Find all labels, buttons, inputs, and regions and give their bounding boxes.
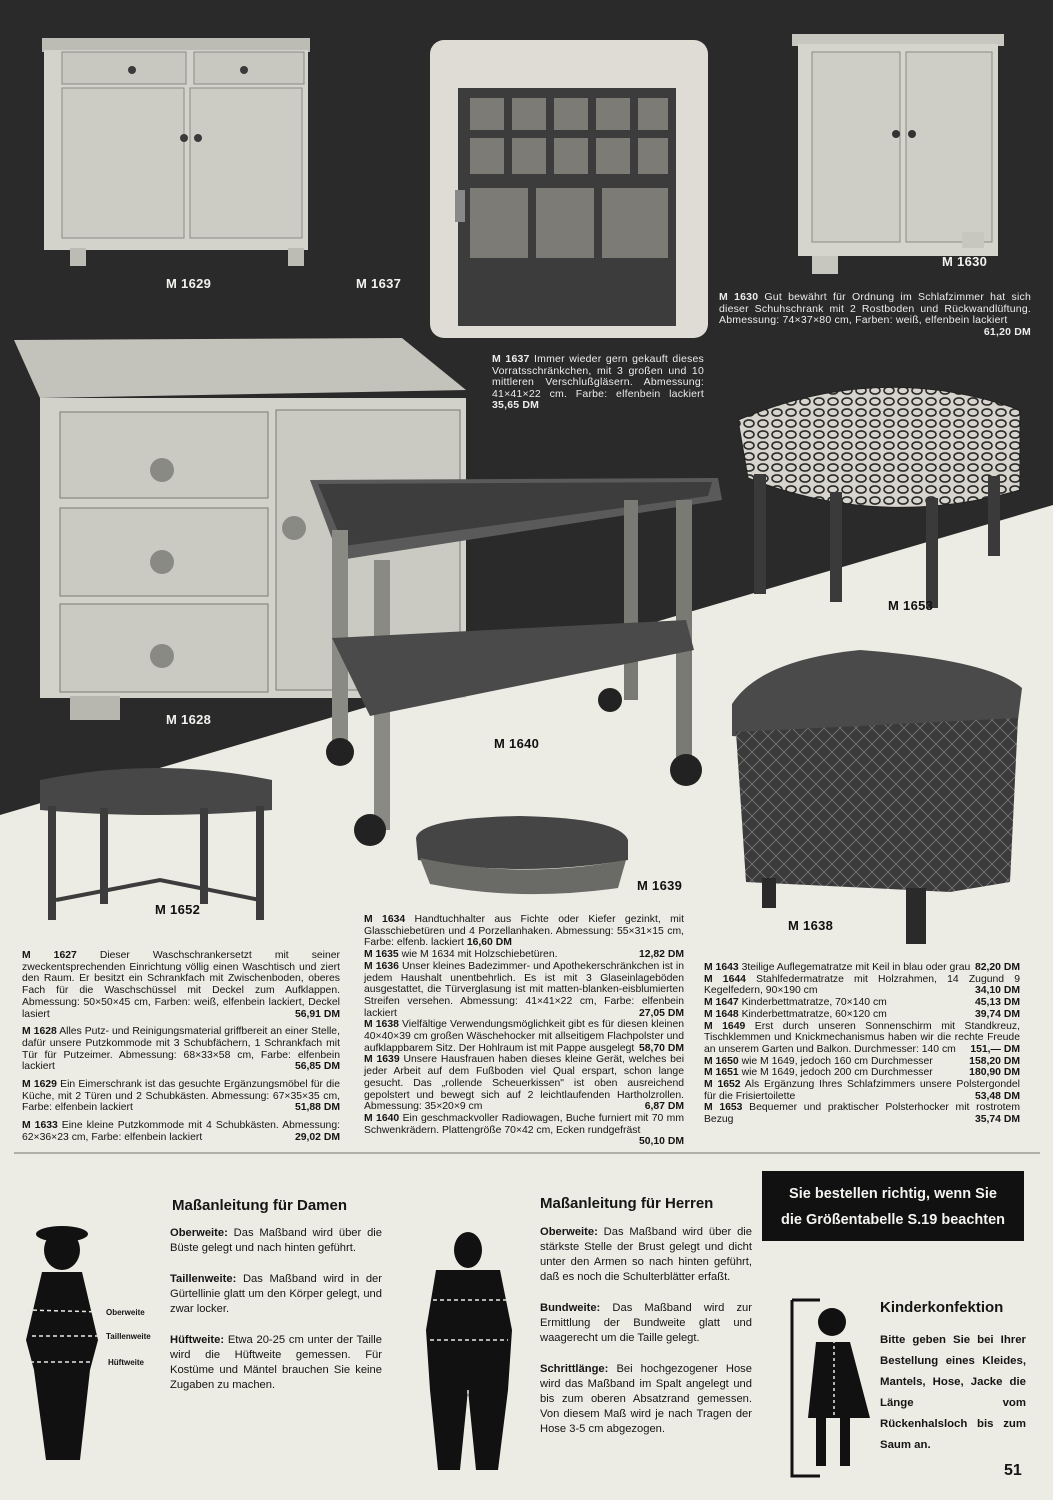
- entry-m1633: M 1633 Eine kleine Putzkommode mit 4 Schubkästen. Abmessung: 62×36×23 cm, Farbe: elfenbein lackiert 29,02 DM: [22, 1120, 340, 1143]
- cushion-m1639-illustration: [416, 816, 628, 894]
- text-m1637: Immer wieder gern gekauft dieses Vorratsschränkchen, mit 3 großen und 10 mittleren Verschlußgläsern. Abmessung: 41×41×22 cm. Farbe: elfenbein lackiert: [492, 353, 704, 400]
- label-m1628: M 1628: [166, 712, 212, 727]
- cabinet-m1637-illustration: [430, 40, 708, 338]
- text-column-2: [364, 914, 684, 1148]
- entry-m1636: M 1636 Unser kleines Badezimmer- und Apothekerschränkchen ist in jedem Haushalt unentbehrlich. Es ist mit 3 Glaseinlageböden ausgestattet, die Türverglasung ist mit matten-blanken-eisblumierten Streifen versehen. Abmessung: 41×41×22 cm, Farbe: elfenbein lackiert 27,05 DM: [364, 960, 684, 1019]
- text-m1630: Gut bewährt für Ordnung im Schlafzimmer hat sich dieser Schuhschrank mit 2 Rostboden und Rückwandlüftung. Abmessung: 74×37×80 cm, Farben: weiß, elfenbein lackiert: [719, 291, 1031, 326]
- entry-m1644: M 1644 Stahlfedermatratze mit Holzrahmen, 14 Zugund 9 Kegelfedern, 90×190 cm 34,10 DM: [704, 973, 1020, 997]
- entry-m1647: M 1647 Kinderbettmatratze, 70×140 cm 45,13 DM: [704, 997, 1020, 1009]
- description-m1637: [492, 354, 704, 412]
- entry-m1627: M 1627 Dieser Waschschrankersetzt mit seiner zweckentsprechenden Einrichtung völlig einen Waschtisch und ziert den Raum. Er besitzt ein Schrankfach mit Zwischenboden, oberes Fach für die Waschschüssel mit Deckel zum Aufklappen. Abmessung: 50×50×45 cm, Farben: weiß, elfenbein lackiert, Deckel lasiert 56,91 DM: [22, 950, 340, 1020]
- label-m1653: M 1653: [888, 598, 934, 613]
- cabinet-m1630-illustration: [792, 34, 1004, 274]
- entry-m1653: M 1653 Bequemer und praktischer Polsterhocker mit rostrotem Bezug 35,74 DM: [704, 1102, 1020, 1126]
- price-m1630: 61,20 DM: [983, 325, 1031, 338]
- kinder-title: Kinderkonfektion: [880, 1299, 1004, 1316]
- description-m1630: [719, 292, 1031, 338]
- entry-m1652: M 1652 Als Ergänzung Ihres Schlafzimmers unsere Polstergondel für die Frisiertoilette 53,48 DM: [704, 1079, 1020, 1102]
- text-column-3: [704, 962, 1020, 1126]
- entry-m1650: M 1650 wie M 1649, jedoch 160 cm Durchmesser 158,20 DM: [704, 1055, 1020, 1067]
- notice-line-1: Sie bestellen richtig, wenn Sie: [789, 1186, 997, 1202]
- child-silhouette-figure: [792, 1300, 870, 1476]
- label-m1630: M 1630: [942, 254, 988, 269]
- entry-m1638: M 1638 Vielfältige Verwendungsmöglichkeit gibt es für diesen kleinen 40×40×39 cm großen Wäschehocker mit allseitigem Flachpolster und aufklappbarem Sitz. Der Hohlraum ist mit Pappe ausgelegt 58,70 DM: [364, 1019, 685, 1054]
- fig-label-oberweite: Oberweite: [106, 1308, 145, 1317]
- entry-m1643: M 1643 3teilige Auflegematratze mit Keil in blau oder grau 82,20 DM: [704, 962, 1020, 973]
- fig-label-hueftweite: Hüftweite: [108, 1358, 144, 1367]
- size-table-notice: [762, 1171, 1024, 1241]
- entry-m1640: M 1640 Ein geschmackvoller Radiowagen, Buche furniert mit 70 mm Schwenkrädern. Plattengröße 70×42 cm, Ecken rundgefräst 50,10 DM: [364, 1112, 684, 1148]
- entry-m1634: M 1634 Handtuchhalter aus Fichte oder Kiefer gezinkt, mit Glasschiebetüren und 4 Porzellanhaken. Abmessung: 55×31×15 cm, Farbe: elfenb. lackiert 16,60 DM: [364, 914, 684, 949]
- damen-title: Maßanleitung für Damen: [172, 1197, 348, 1214]
- cabinet-m1629-illustration: [42, 38, 310, 266]
- label-m1639: M 1639: [637, 878, 683, 893]
- entry-m1649: M 1649 Erst durch unseren Sonnenschirm mit Standkreuz, Tischklemmen und Knickmechanismus haben wir die rechte Freude an unserem Garten und Balkon. Durchmesser: 140 cm 151,— DM: [704, 1020, 1020, 1055]
- herren-instructions: Oberweite: Das Maßband wird über die stärkste Stelle der Brust gelegt und dicht unter den Armen so nach hinten geführt, daß es noch die Schulterblätter erfaßt. Bundweite: Das Maßband wird zur Ermittlung der Bundweite glatt und waagerecht um die Taille gelegt. Schrittlänge: Bei hochgezogener Hose wird das Maßband im Spalt angelegt und bis zum oberen Absatzrand gemessen. Von diesem Maß wird je nach Tragen der Hose 3-5 cm abgezogen.: [540, 1226, 752, 1435]
- code-m1630: M 1630: [719, 291, 759, 303]
- stool-m1652-illustration: [40, 768, 272, 920]
- code-m1637: M 1637: [492, 353, 530, 365]
- label-m1629: M 1629: [166, 276, 212, 291]
- label-m1638: M 1638: [788, 918, 834, 933]
- entry-m1639: M 1639 Unsere Hausfrauen haben dieses kleine Gerät, welches bei jeder Arbeit auf dem Fußboden viel Qual erspart, schon lange gesucht. Das „rollende Scheuerkissen" ist oben ausreichend gepolstert und bewegt sich auf 2 leichtlaufenden Hartholzrollen. Abmessung: 35×20×9 cm 6,87 DM: [364, 1054, 684, 1113]
- entry-m1651: M 1651 wie M 1649, jedoch 200 cm Durchmesser 180,90 DM: [704, 1067, 1020, 1079]
- entry-m1648: M 1648 Kinderbettmatratze, 60×120 cm 39,74 DM: [704, 1008, 1020, 1020]
- page-number: 51: [1004, 1462, 1022, 1479]
- box-stool-m1638-illustration: [732, 650, 1022, 944]
- label-m1652: M 1652: [155, 902, 201, 917]
- text-column-1: [22, 950, 340, 1144]
- herren-title: Maßanleitung für Herren: [540, 1195, 714, 1212]
- notice-line-2: die Größentabelle S.19 beachten: [780, 1212, 1005, 1228]
- kinder-text: Bitte geben Sie bei Ihrer Bestellung eines Kleides, Mantels, Hose, Jacke die Länge vom Rückenhalsloch bis zum Saum an.: [880, 1334, 1026, 1451]
- entry-m1628: M 1628 Alles Putz- und Reinigungsmaterial griffbereit an einer Stelle, dafür unsere Putzkommode mit 3 Schubfächern, 1 Schrankfach mit Tür für Putzeimer. Abmessung: 68×33×58 cm, Farbe: elfenbein lackiert 56,85 DM: [22, 1026, 340, 1073]
- damen-instructions: Oberweite: Das Maßband wird über die Büste gelegt und nach hinten geführt. Taillenweite: Das Maßband wird in der Gürtellinie glatt um den Körper gelegt, und zwar locker. Hüftweite: Etwa 20-25 cm unter der Taille wird die Hüftweite gemessen. Für Kostüme und Mäntel brauchen Sie keine Zugaben zu machen.: [170, 1227, 383, 1391]
- entry-m1629: M 1629 Ein Eimerschrank ist das gesuchte Ergänzungsmöbel für die Küche, mit 2 Türen und 2 Schubkästen. Abmessung: 67×35×35 cm, Farbe: elfenbein lackiert 51,88 DM: [22, 1079, 340, 1114]
- fig-label-taillenweite: Taillenweite: [106, 1332, 151, 1341]
- men-silhouette-figure: [426, 1232, 512, 1470]
- label-m1640: M 1640: [494, 736, 540, 751]
- women-silhouette-figure: [26, 1226, 104, 1460]
- entry-m1635: M 1635 wie M 1634 mit Holzschiebetüren. 12,82 DM: [364, 949, 684, 961]
- label-m1637: M 1637: [356, 276, 402, 291]
- price-m1637: 35,65 DM: [492, 399, 540, 411]
